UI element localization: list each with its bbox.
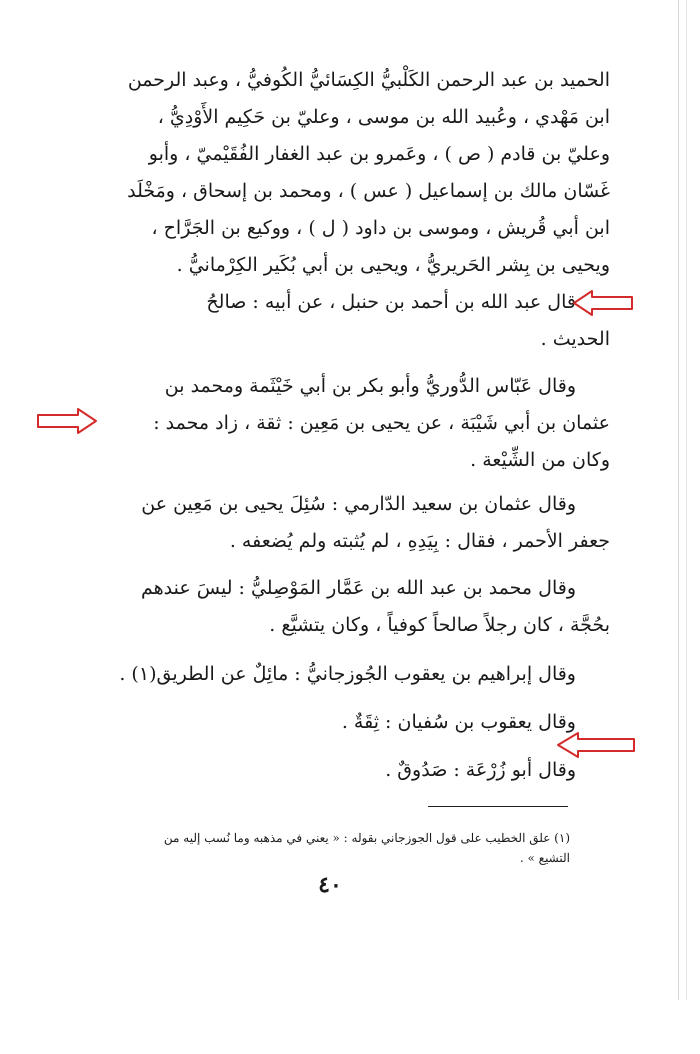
text-line: وقال أبو زُرْعَة : صَدُوقٌ . (385, 759, 576, 781)
text-line: قال عبد الله بن أحمد بن حنبل ، عن أبيه : صالحُ (206, 291, 576, 313)
text-line: الحديث . (540, 328, 610, 350)
text-line: جعفر الأحمر ، فقال : بِيَدِهِ ، لم يُثبته ولم يُضعفه . (229, 530, 610, 552)
right-arrow-icon (36, 406, 98, 436)
text-line: بحُجَّة ، كان رجلاً صالحاً كوفياً ، وكان يتشيَّع . (269, 614, 610, 636)
paragraph-darimi (92, 486, 610, 560)
paragraph-yaqub-sufyan (92, 704, 610, 741)
paragraph-abbas-duri (92, 368, 610, 479)
paragraph-narrators-list (92, 62, 610, 284)
page-number: ٤٠ (318, 872, 342, 898)
text-line: وقال عثمان بن سعيد الدّارمي : سُئِلَ يحيى بن مَعِين عن (141, 493, 576, 515)
text-line: وقال إبراهيم بن يعقوب الجُوزجانيُّ : مائِلٌ عن الطريق(١) . (119, 663, 576, 685)
text-line: وعليّ بن قادم ( ص ) ، وعَمرو بن عبد الغفار الفُقَيْميّ ، وأبو (148, 143, 610, 165)
left-arrow-icon (556, 730, 636, 760)
text-line: وقال عَبّاس الدُّوريُّ وأبو بكر بن أبي خَيْثَمة ومحمد بن (164, 375, 576, 397)
page-edge-line (686, 0, 687, 1000)
text-line: ويحيى بن بِشر الحَريريُّ ، ويحيى بن أبي بُكَير الكِرْمانيُّ . (176, 254, 610, 276)
text-line: عثمان بن أبي شَيْبَة ، عن يحيى بن مَعِين : ثقة ، زاد محمد : (153, 412, 610, 434)
paragraph-abu-zura (92, 752, 610, 789)
left-arrow-icon (572, 288, 634, 318)
text-line: وكان من الشِّيْعة . (470, 449, 610, 471)
paragraph-juzjani (92, 656, 610, 693)
paragraph-mawsili (92, 570, 610, 644)
text-line: وقال يعقوب بن سُفيان : ثِقَةٌ . (341, 711, 576, 733)
footnote-separator (428, 806, 568, 807)
text-line: الحميد بن عبد الرحمن الكَلْبيُّ الكِسَائيُّ الكُوفيُّ ، وعبد الرحمن (127, 69, 610, 91)
footnote: (١) علق الخطيب على قول الجوزجاني بقوله : « يعني في مذهبه وما نُسب إليه من التشيع » . (163, 831, 570, 865)
text-line: وقال محمد بن عبد الله بن عَمَّار المَوْصِليُّ : ليسَ عندهم (140, 577, 576, 599)
text-line: غَسّان مالك بن إسماعيل ( عس ) ، ومحمد بن إسحاق ، ومَخْلَد (127, 180, 610, 202)
text-line: ابن مَهْدي ، وعُبيد الله بن موسى ، وعليّ بن حَكِيم الأَوْدِيُّ ، (157, 106, 610, 128)
page-edge-line (678, 0, 679, 1000)
paragraph-abdullah-ahmad (92, 284, 610, 358)
text-line: ابن أبي قُريش ، وموسى بن داود ( ل ) ، ووكيع بن الجَرَّاح ، (151, 217, 610, 239)
